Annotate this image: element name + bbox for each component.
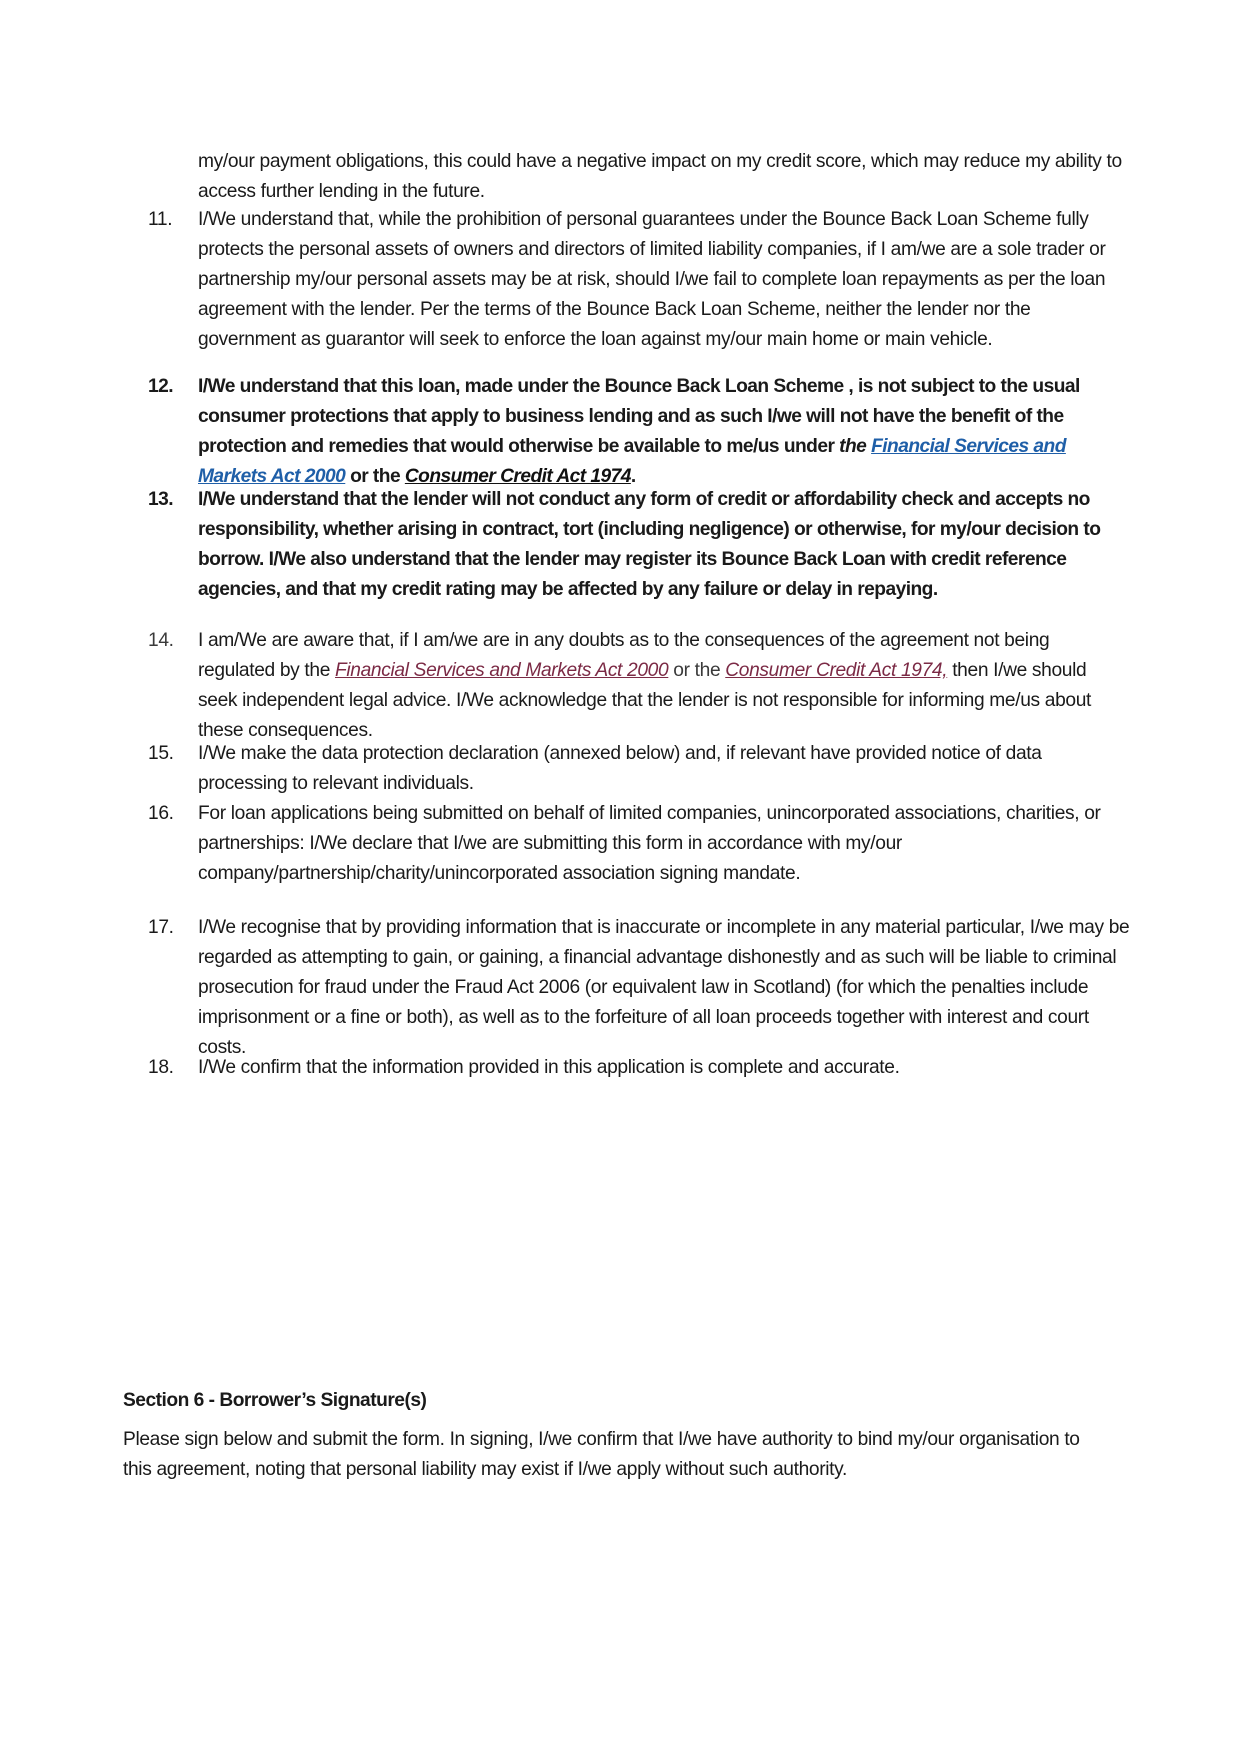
list-item-text: I/We understand that the lender will not conduct any form of credit or affordability check and accepts no responsibility, whether arising in contract, tort (including negligence) or otherwise, for my/our decision to borrow. I/We also understand that the lender may register its Bounce Back Loan with credit reference agencies, and that my credit rating may be affected by any failure or delay in repaying. <box>198 489 1101 600</box>
section-6-title: Section 6 - Borrower’s Signature(s) <box>123 1390 427 1411</box>
list-item-text: I/We understand that, while the prohibition of personal guarantees under the Bounce Back Loan Scheme fully protects the personal assets of owners and directors of limited liability companies, if I am/we are a sole trader or partnership my/our personal assets may be at risk, should I/we fail to complete loan repayments as per the loan agreement with the lender. Per the terms of the Bounce Back Loan Scheme, neither the lender nor the government as guarantor will seek to enforce the loan against my/our main home or main vehicle. <box>198 209 1106 350</box>
italic-word: the <box>839 436 867 457</box>
list-number: 13. <box>148 489 174 510</box>
list-number: 18. <box>148 1057 174 1078</box>
list-item-text: I/We make the data protection declaration (annexed below) and, if relevant have provided notice of data processing to relevant individuals. <box>198 743 1042 794</box>
continuation-text: my/our payment obligations, this could have a negative impact on my credit score, which may reduce my ability to access further lending in the future. <box>198 151 1122 202</box>
list-item-text <box>198 372 1130 492</box>
section-6-body: Please sign below and submit the form. In signing, I/we confirm that I/we have authority to bind my/our organisation to this agreement, noting that personal liability may exist if I/we apply without such authority. <box>123 1429 1080 1480</box>
text-after: . <box>630 466 636 487</box>
list-item-text <box>198 626 1130 746</box>
list-number: 15. <box>148 743 174 764</box>
list-number: 17. <box>148 917 174 938</box>
list-item-text-before: I am/We are aware that, if I am/we are in any doubts as to the consequences of the agreement not being regulated by the <box>198 630 1050 681</box>
cca-1974-link[interactable]: Consumer Credit Act 1974, <box>725 660 948 681</box>
between-text: or the <box>350 466 401 487</box>
list-item-text: I/We recognise that by providing information that is inaccurate or incomplete in any material particular, I/we may be regarded as attempting to gain, or gaining, a financial advantage dishonestly and as such will be liable to criminal prosecution for fraud under the Fraud Act 2006 (or equivalent law in Scotland) (for which the penalties include imprisonment or a fine or both), as well as to the forfeiture of all loan proceeds together with interest and court costs. <box>198 917 1130 1058</box>
fsma-2000-link[interactable]: Financial Services and Markets Act 2000 <box>198 436 1066 487</box>
list-item-text: I/We confirm that the information provided in this application is complete and accurate. <box>198 1057 900 1078</box>
list-number: 11. <box>148 209 173 230</box>
fsma-2000-link[interactable]: Financial Services and Markets Act 2000 <box>335 660 669 681</box>
text-after: then I/we should seek independent legal advice. I/We acknowledge that the lender is not responsible for informing me/us about these consequences. <box>198 660 1092 741</box>
list-item-text: For loan applications being submitted on behalf of limited companies, unincorporated associations, charities, or partnerships: I/We declare that I/we are submitting this form in accordance with my/our company/partnership/charity/unincorporated association signing mandate. <box>198 803 1101 884</box>
list-number: 16. <box>148 803 174 824</box>
list-number: 14. <box>148 630 174 651</box>
list-item-text-before: I/We understand that this loan, made under the Bounce Back Loan Scheme , is not subject to the usual consumer protections that apply to business lending and as such I/we will not have the benefit of the protection and remedies that would otherwise be available to me/us under <box>198 376 1080 457</box>
between-text: or the <box>673 660 721 681</box>
cca-1974-link[interactable]: Consumer Credit Act 1974 <box>404 466 631 487</box>
list-number: 12. <box>148 376 174 397</box>
